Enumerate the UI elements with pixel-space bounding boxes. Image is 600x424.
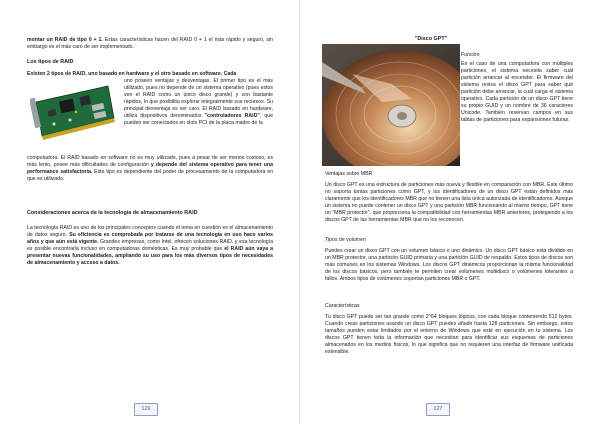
raid-types-body — [124, 78, 273, 127]
characteristics-label: Características — [325, 303, 360, 309]
gpt-title: "Disco GPT" — [414, 36, 448, 42]
raid-body-a: uno poseen ventajas y desventajas. El primer tipo es el más utilizado, pues no depende de un sistema operativo (pues estos ven el RAID como un único disco grande) y son bastante rápidos, lo que posibilita explorar integralmente sus recursos. Su principal desventaja es ser caro. El RAID basado en hardware, utiliza dispositivos denominados — [124, 78, 273, 119]
raid-body-bold: "controladores RAID" — [204, 113, 260, 119]
function-paragraph: En el caso de una computadora con múltiples particiones, el sistema necesita saber cuál partición arrancar al encender. El firmware del sistema revisa el disco GPT para saber qué partición debe arrancar, la cual carga el sistema operativo. Cada partición de un disco GPT tiene su propio GUID y un nombre de 36 caracteres Unicode. También reservan campos en sus tablas de particiones para expansiones futuras. — [461, 61, 573, 123]
raid-types-lead-bold2: Cada — [222, 71, 237, 77]
cons-bold2: el RAID aún vaya a presentar nuevas funcionalidades, ampliando su uso para los más diversos tipos de necesidades de almacenamiento y acceso a datos. — [27, 246, 273, 266]
cons-b: Grandes empresas, como Intel, ofrecen soluciones RAID, y esa tecnología es posible encontrarla incluso en computadoras domésticas. Es muy probable que — [27, 239, 273, 252]
hard-disk-image — [322, 44, 460, 166]
raid-software-bold: y depende del sistema operativo para tener una performance satisfactoria. — [27, 162, 273, 175]
raid-controller-image — [30, 80, 118, 146]
raid-types-lead — [27, 71, 273, 78]
raid-types-heading: Los tipos de RAID — [27, 59, 74, 65]
mbr-advantages-label: Ventajas sobre MBR — [325, 171, 373, 177]
page-number-right: 127 — [426, 403, 450, 416]
mbr-advantages-paragraph: Un disco GPT es una estructura de particiones más nueva y flexible en comparación con MBR. Este último no soporta tantas particiones como GPT, y los identificadores de un disco GPT están definidos más claramente que los identificadores MBR que no tienen una lista única autorizada de identificadores. Aunque un sistema no puede contener un disco GPT y una partición MBR funcionando al mismo tiempo, GPT tiene un "MBR protector", que proporciona la compatibilidad con herramientas MBR anteriores, protegiendo a los discos GPT de las herramientas MBR que no los reconocen. — [325, 182, 573, 223]
considerations-heading: Consideraciones acerca de la tecnología de almacenamiento RAID — [27, 210, 198, 216]
raid-controller-illustration — [30, 80, 118, 146]
raid-types-lead-bold: Existen 2 tipos de RAID, uno basado en hardware y el otro basado en software. — [27, 71, 223, 77]
intro-text: Estas características hacen del RAID 0 + 1 el más rápido y seguro, sin embargo es el más caro de ser implementado. — [27, 37, 273, 50]
raid-software-b: Este tipo es dependiente del poder de procesamiento de la computadora en que es utilizado. — [27, 169, 274, 182]
function-label: Función — [461, 52, 480, 58]
page-number-left: 126 — [134, 403, 158, 416]
intro-bold: montar un RAID de tipo 0 + 1. — [27, 37, 103, 43]
volume-types-paragraph: Puedes crear un disco GPT con un volumen básico o uno dinámico. Un disco GPT básico está dividido en un MBR protector, una partición GUID primaria y una partición GUID de respaldo. Estos tipos de discos son más comunes en los sistemas Windows. Los discos GPT dinámicos proporcionan la misma funcionalidad de los discos básicos, pero también te permiten crear volúmenes multidisco o volúmenes tolerantes a fallos. Ambos tipos de volúmenes soportan particiones MBR o GPT. — [325, 248, 573, 282]
intro-paragraph — [27, 37, 273, 51]
cons-bold1: Su eficiencia es comprobada por tratarse de una tecnología en uso hace varios años y que aún está vigente. — [27, 232, 273, 245]
raid-body-b: , que pueden ser conectados en slots PCI de la placa madre de la — [124, 113, 273, 126]
considerations-paragraph — [27, 225, 273, 267]
cons-a: La tecnología RAID es uno de los principales conceptos cuando el tema en cuestión es el almacenamiento de datos seguro. — [27, 225, 273, 238]
raid-software-a: computadora. El RAID basado en software no es muy utilizado, pues a pesar de ser menos costoso, es más lento, posee más dificultades de configuración — [27, 155, 273, 168]
hard-disk-illustration — [322, 44, 460, 166]
raid-software-paragraph — [27, 155, 273, 183]
volume-types-label: Tipos de volumen — [325, 237, 366, 243]
characteristics-paragraph: Tu disco GPT puede ser tan grande como 2^64 bloques lógicos, con cada bloque conteniendo 512 bytes. Cuando creas particiones usando un disco GPT puedes añadir hasta 128 particiones. Sin embargo, estos tamaños pueden estar limitados por el entorno de Windows que esté en ejecución en tu sistema. Los discos GPT tienen toda la información que necesitan para identificar sus esquemas de particiones almacenados en los medios físicos, lo que significa que no requieren una interfaz de firmware unificada extensible. — [325, 314, 573, 355]
